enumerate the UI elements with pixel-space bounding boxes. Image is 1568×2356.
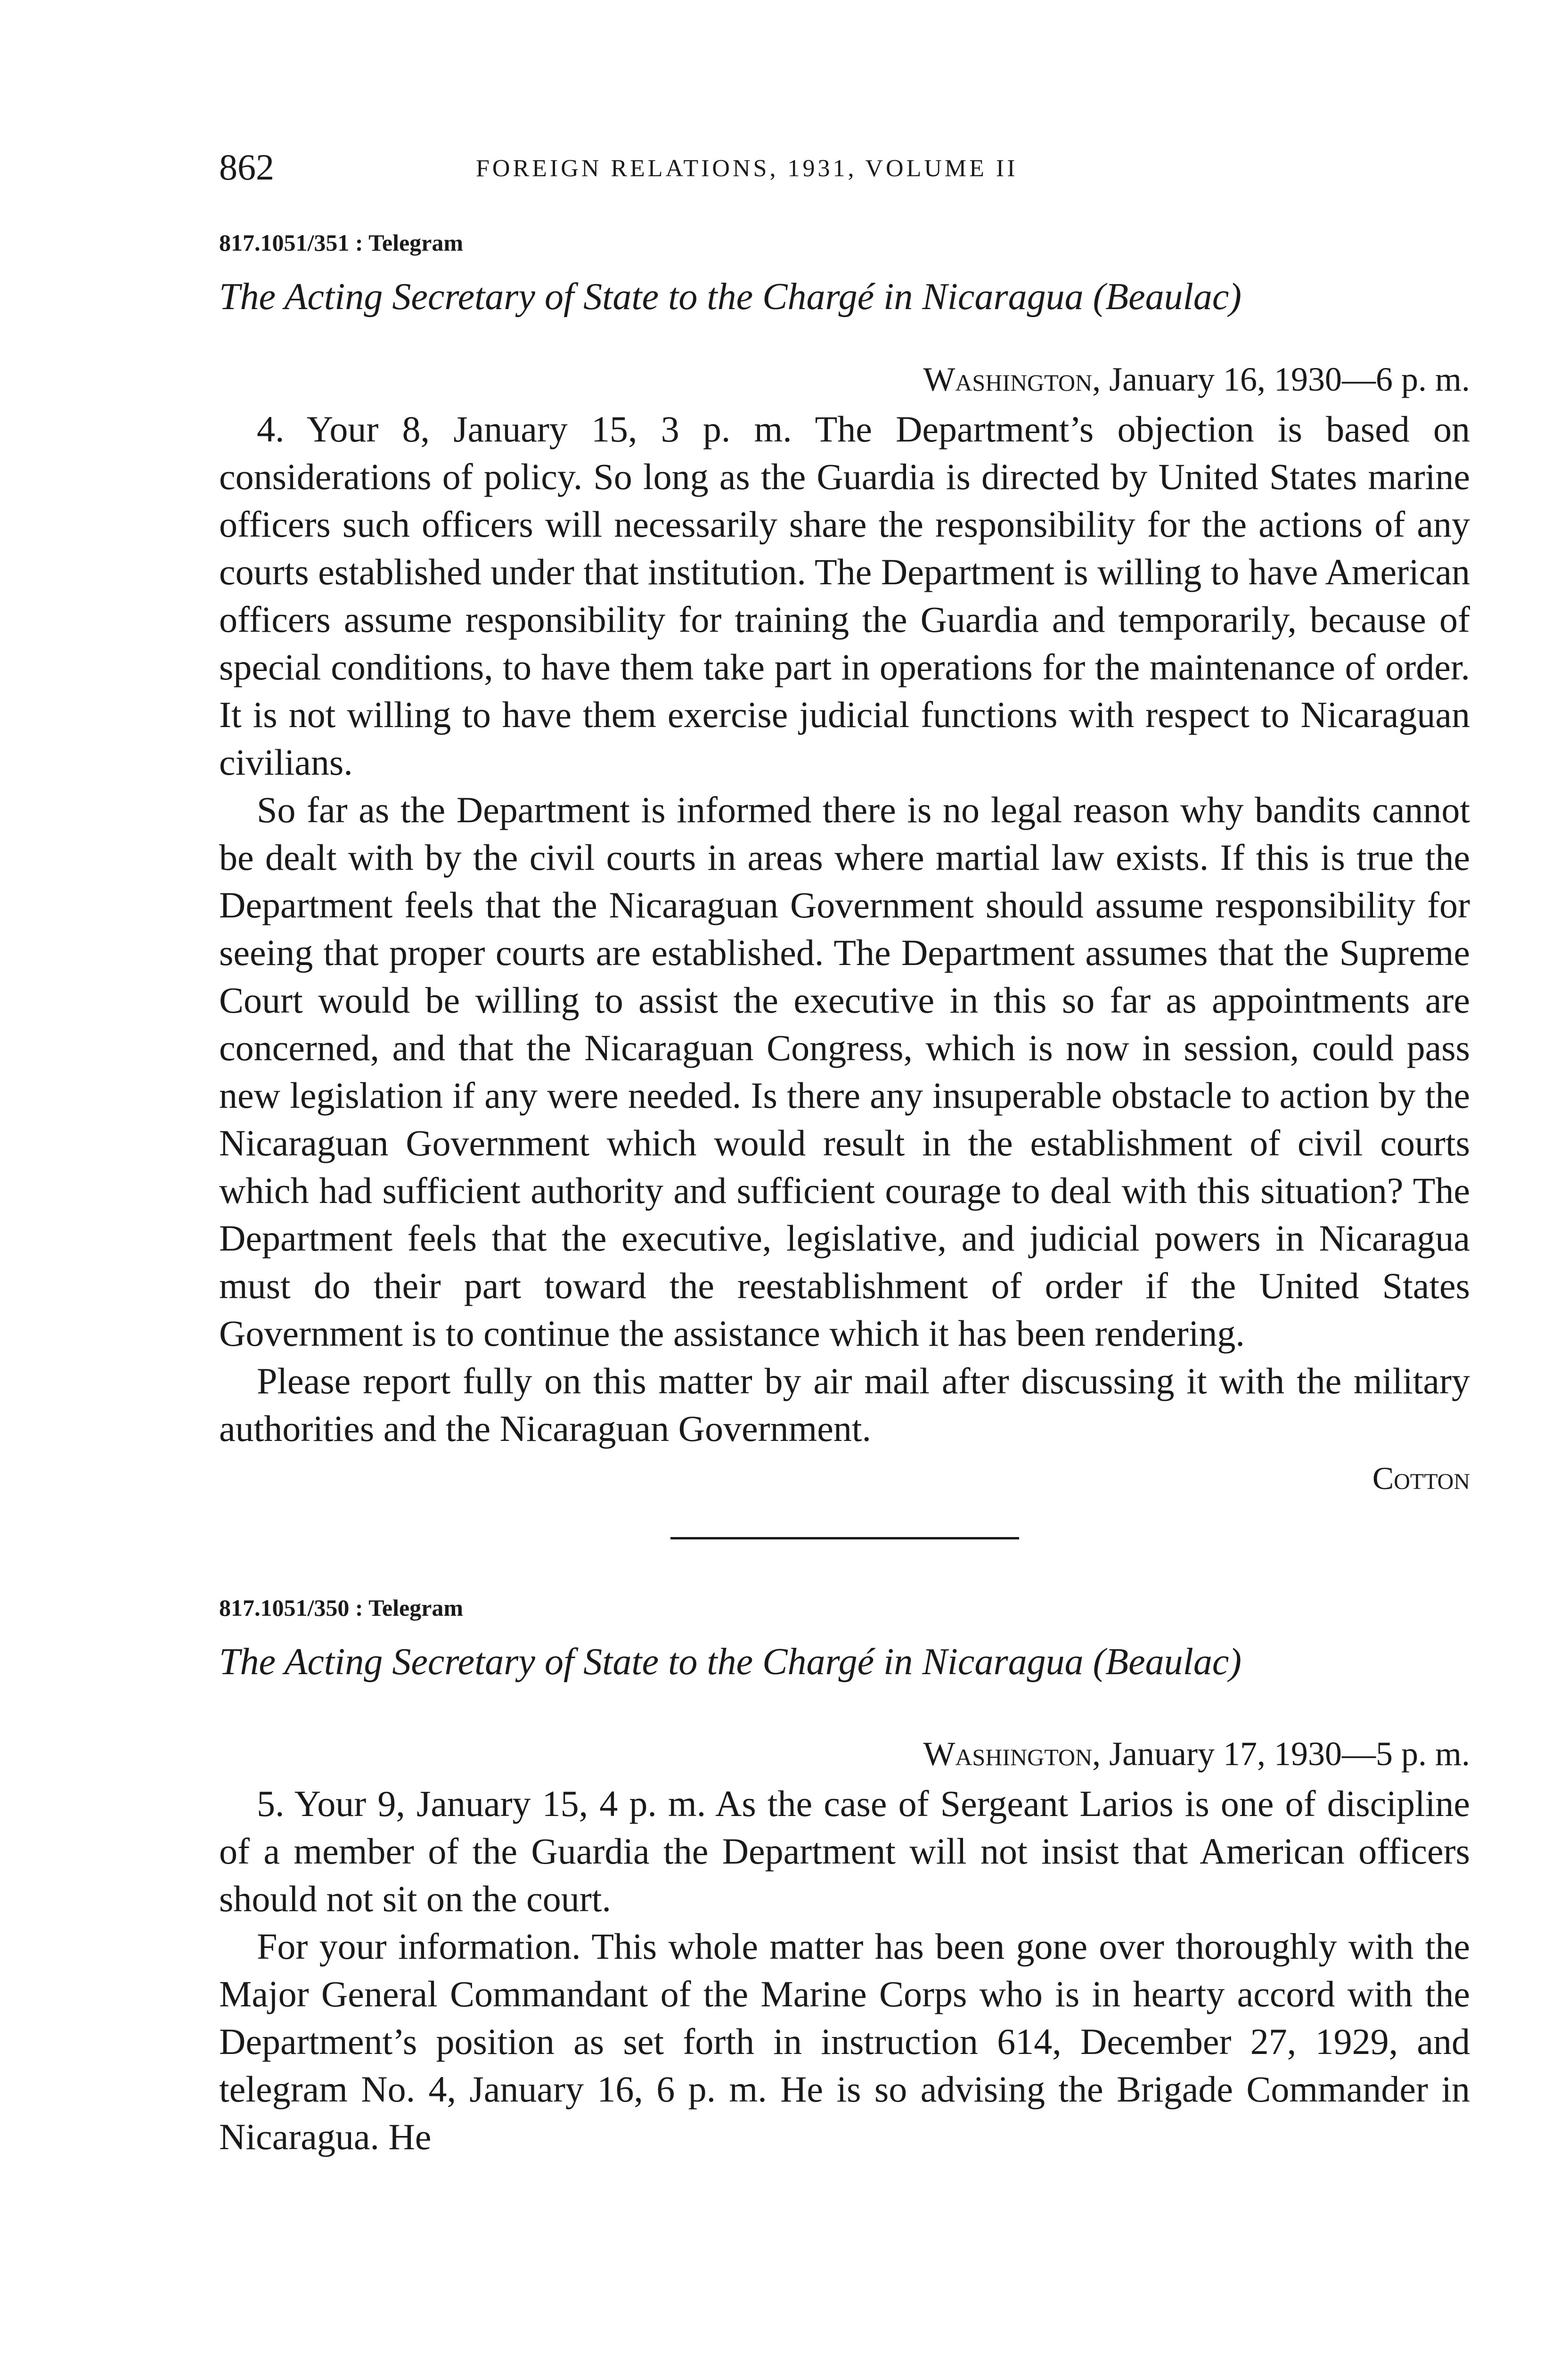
dateline xyxy=(219,1733,1470,1775)
page-number: 862 xyxy=(219,147,274,188)
dateline-place: Washington, xyxy=(923,1735,1101,1773)
telegram-section-2 xyxy=(219,1591,1470,2160)
paragraph: 4. Your 8, January 15, 3 p. m. The Department’s objection is based on considerations of policy. So long as the Guardia is directed by United States marine officers such officers will necessarily share the responsibility for the actions of any courts established under that institution. The Department is willing to have American officers assume responsibility for training the Guardia and temporarily, because of special conditions, to have them take part in operations for the maintenance of order. It is not willing to have them exercise judicial functions with respect to Nicaraguan civilians. xyxy=(219,409,1470,783)
dateline-date: January 16, 1930—6 p. m. xyxy=(1109,360,1470,398)
file-reference: 817.1051/351 : Telegram xyxy=(219,229,464,256)
dateline-place: Washington, xyxy=(923,360,1101,398)
running-header xyxy=(219,141,1470,198)
document-heading: The Acting Secretary of State to the Chargé in Nicaragua (Beaulac) xyxy=(219,1641,1241,1683)
dateline xyxy=(219,358,1470,401)
paragraph: So far as the Department is informed there is no legal reason why bandits cannot be dealt with by the civil courts in areas where martial law exists. If this is true the Department feels that the Nicaraguan Government should assume responsibility for seeing that proper courts are established. The Department assumes that the Supreme Court would be willing to assist the executive in this so far as appointments are concerned, and that the Nicaraguan Congress, which is now in session, could pass new legislation if any were needed. Is there any insuperable obstacle to action by the Nicaraguan Government which would result in the establishment of civil courts which had sufficient authority and sufficient courage to deal with this situation? The Department feels that the executive, legislative, and judicial powers in Nicaragua must do their part toward the reestablishment of order if the United States Government is to continue the assistance which it has been rendering. xyxy=(219,789,1470,1354)
dateline-date: January 17, 1930—5 p. m. xyxy=(1109,1735,1470,1773)
paragraph: Please report fully on this matter by air mail after discussing it with the military authorities and the Nicaraguan Government. xyxy=(219,1360,1470,1449)
document-heading: The Acting Secretary of State to the Chargé in Nicaragua (Beaulac) xyxy=(219,276,1241,318)
section-divider xyxy=(670,1537,1019,1539)
telegram-section-1 xyxy=(219,226,1470,1499)
paragraph: For your information. This whole matter has been gone over thoroughly with the Major General Commandant of the Marine Corps who is in hearty accord with the Department’s position as set forth in instruction 614, December 27, 1929, and telegram No. 4, January 16, 6 p. m. He is so advising the Brigade Commander in Nicaragua. He xyxy=(219,1926,1470,2157)
signature: Cotton xyxy=(1372,1460,1470,1496)
paragraph: 5. Your 9, January 15, 4 p. m. As the case of Sergeant Larios is one of discipline of a member of the Guardia the Department will not insist that American officers should not sit on the court. xyxy=(219,1783,1470,1919)
file-reference: 817.1051/350 : Telegram xyxy=(219,1595,464,1621)
document-page xyxy=(219,141,1470,2160)
running-title: FOREIGN RELATIONS, 1931, VOLUME II xyxy=(476,155,1018,182)
